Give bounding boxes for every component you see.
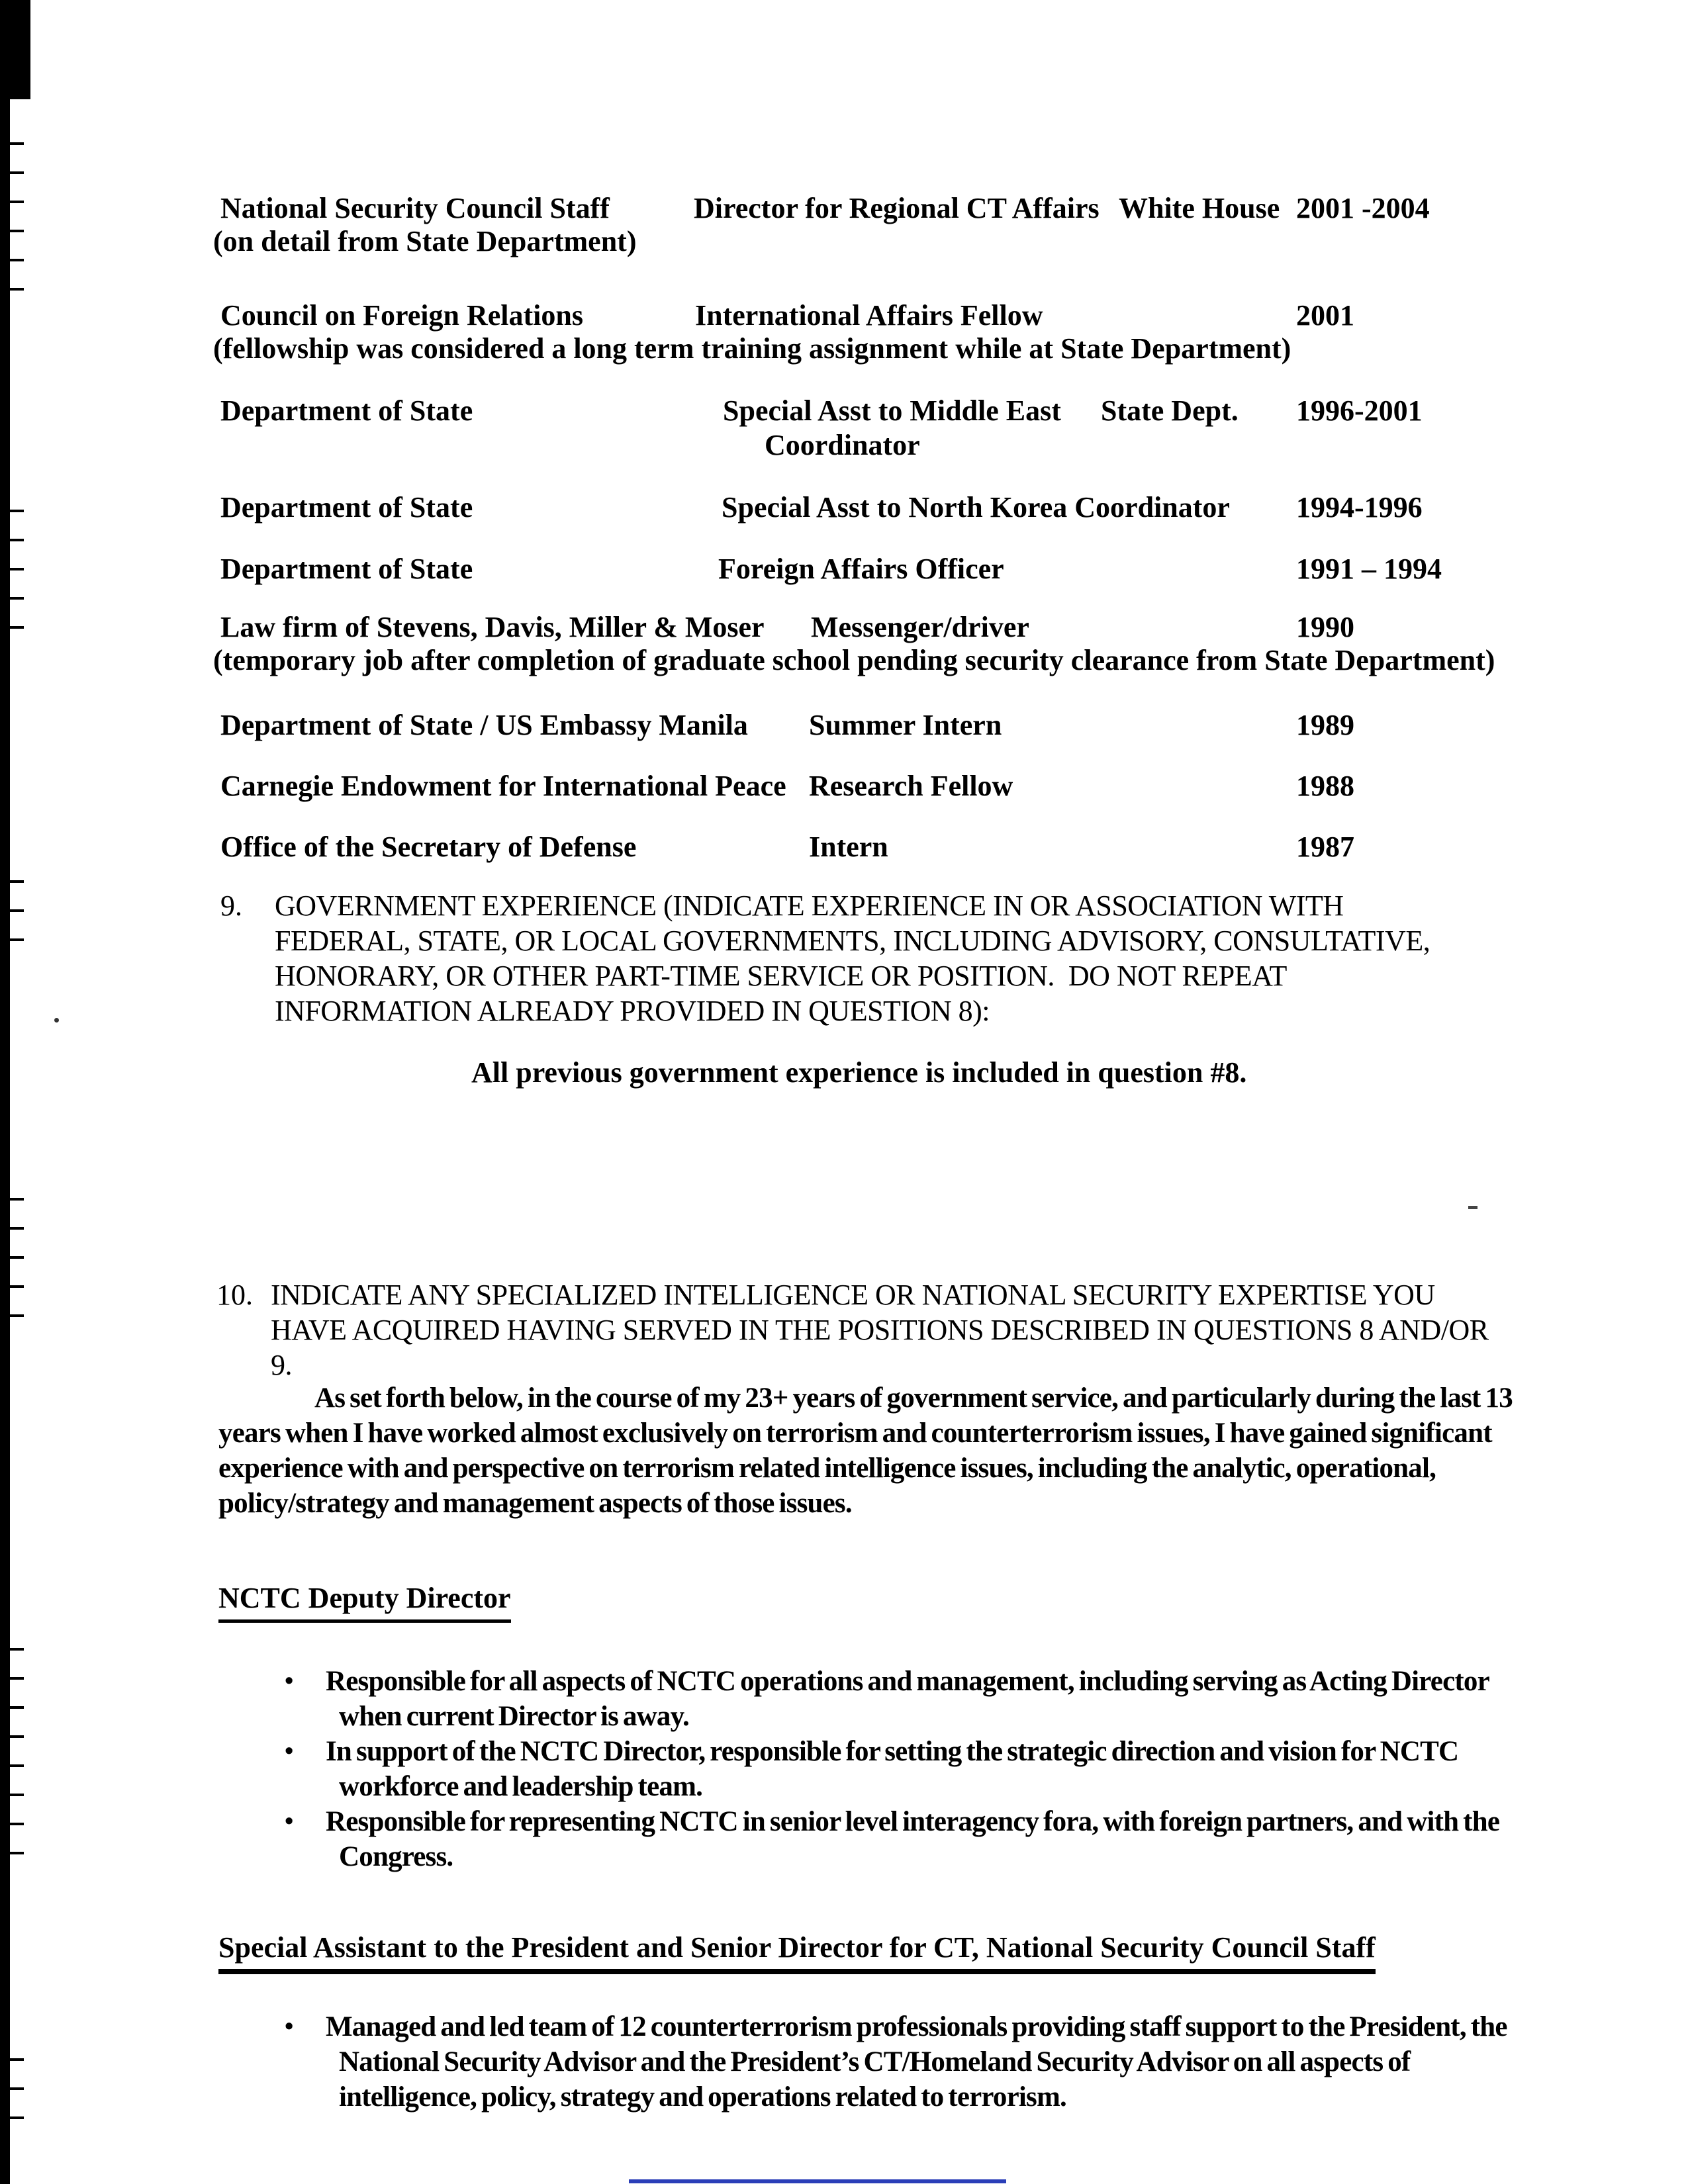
job-agency: State Dept. [1101, 394, 1239, 427]
job-years: 1996-2001 [1296, 394, 1423, 427]
job-title: Research Fellow [809, 770, 1013, 802]
bullet-text: Responsible for representing NCTC in senior level interagency fora, with foreign partners, and with the Congress. [326, 1806, 1500, 1872]
job-title-line2: Coordinator [765, 429, 920, 461]
job-years: 2001 [1296, 299, 1354, 332]
job-title: Summer Intern [809, 709, 1002, 741]
question-number: 9. [220, 889, 242, 922]
scan-artifact-corner-block [0, 0, 30, 99]
job-title: Foreign Affairs Officer [718, 553, 1004, 585]
bullet-icon: • [285, 1667, 293, 1695]
job-title: Special Asst to North Korea Coordinator [722, 491, 1230, 523]
list-item [285, 2009, 1549, 2115]
scan-artifact-dot [54, 1018, 59, 1023]
job-organization: Department of State [220, 553, 473, 585]
job-title: Special Asst to Middle East [723, 394, 1061, 427]
job-organization: Department of State [220, 491, 473, 523]
bullet-list [285, 2009, 1549, 2115]
question-10 [216, 1277, 1515, 1383]
job-agency: White House [1119, 192, 1280, 224]
job-title: Intern [809, 831, 888, 863]
question-number: 10. [216, 1279, 253, 1311]
bullet-list [285, 1664, 1549, 1874]
section-heading-text: NCTC Deputy Director [218, 1580, 511, 1623]
job-organization: Office of the Secretary of Defense [220, 831, 637, 863]
scan-artifact-ticks [9, 1648, 24, 1870]
list-item [285, 1734, 1549, 1804]
scan-artifact-ticks [9, 2058, 24, 2141]
job-years: 1989 [1296, 709, 1354, 741]
section-heading-special-assistant [218, 1930, 1376, 1974]
scan-artifact-ticks [9, 1198, 24, 1320]
bullet-icon: • [285, 1807, 293, 1835]
job-years: 1988 [1296, 770, 1354, 802]
scan-artifact-ticks [9, 510, 24, 652]
job-note: (fellowship was considered a long term training assignment while at State Department) [213, 332, 1291, 365]
question-text: GOVERNMENT EXPERIENCE (INDICATE EXPERIENCE IN OR ASSOCIATION WITH FEDERAL, STATE, OR LOCAL GOVERNMENTS, INCLUDING ADVISORY, CONSULTATIVE, HONORARY, OR OTHER PART-TIME SERVICE OR POSITION. DO NOT REPEAT INFORMATION ALREADY PROVIDED IN QUESTION 8): [275, 889, 1437, 1027]
job-title: Director for Regional CT Affairs [694, 192, 1100, 224]
job-years: 1994-1996 [1296, 491, 1423, 523]
job-note: (temporary job after completion of graduate school pending security clearance from State Department) [213, 644, 1495, 676]
section-heading-nctc-deputy-director [218, 1580, 511, 1623]
list-item [285, 1664, 1549, 1734]
job-years: 2001 -2004 [1296, 192, 1430, 224]
question-9 [220, 888, 1473, 1028]
question-10-intro-paragraph: As set forth below, in the course of my 23+ years of government service, and particularly during the last 13 years when I have worked almost exclusively on terrorism and counterterrorism issues, I have gained significant experience with and perspective on terrorism related intelligence issues, including the analytic, operational, policy/strategy and management aspects of those issues. [218, 1383, 1513, 1519]
job-organization: Department of State / US Embassy Manila [220, 709, 748, 741]
bullet-text: In support of the NCTC Director, responsible for setting the strategic direction and vision for NCTC workforce and leadership team. [326, 1736, 1459, 1802]
job-organization: Department of State [220, 394, 473, 427]
job-years: 1987 [1296, 831, 1354, 863]
question-9-answer: All previous government experience is included in question #8. [471, 1056, 1247, 1089]
job-organization: Council on Foreign Relations [220, 299, 584, 332]
job-years: 1990 [1296, 611, 1354, 643]
job-organization: National Security Council Staff [220, 192, 610, 224]
bullet-text: Responsible for all aspects of NCTC operations and management, including serving as Acting Director when current Director is away. [326, 1666, 1489, 1732]
scan-artifact-ticks [9, 880, 24, 950]
bullet-icon: • [285, 2013, 293, 2040]
list-item [285, 1804, 1549, 1874]
question-text: INDICATE ANY SPECIALIZED INTELLIGENCE OR NATIONAL SECURITY EXPERTISE YOU HAVE ACQUIRED HAVING SERVED IN THE POSITIONS DESCRIBED IN QUESTIONS 8 AND/OR 9. [271, 1279, 1496, 1381]
bullet-icon: • [285, 1737, 293, 1765]
job-note: (on detail from State Department) [213, 225, 637, 257]
job-organization: Law firm of Stevens, Davis, Miller & Moser [220, 611, 765, 643]
scan-artifact-dash [1468, 1206, 1477, 1209]
job-title: International Affairs Fellow [695, 299, 1043, 332]
bullet-text: Managed and led team of 12 counterterrorism professionals providing staff support to the President, the National Security Advisor and the President’s CT/Homeland Security Advisor on all aspects of intelligence, policy, strategy and operations related to terrorism. [326, 2011, 1507, 2113]
job-organization: Carnegie Endowment for International Peace [220, 770, 786, 802]
job-years: 1991 – 1994 [1296, 553, 1442, 585]
section-heading-text: Special Assistant to the President and Senior Director for CT, National Security Council Staff [218, 1930, 1376, 1974]
scan-artifact-ticks [9, 142, 24, 308]
job-title: Messenger/driver [811, 611, 1029, 643]
bottom-blue-line [629, 2179, 1006, 2183]
